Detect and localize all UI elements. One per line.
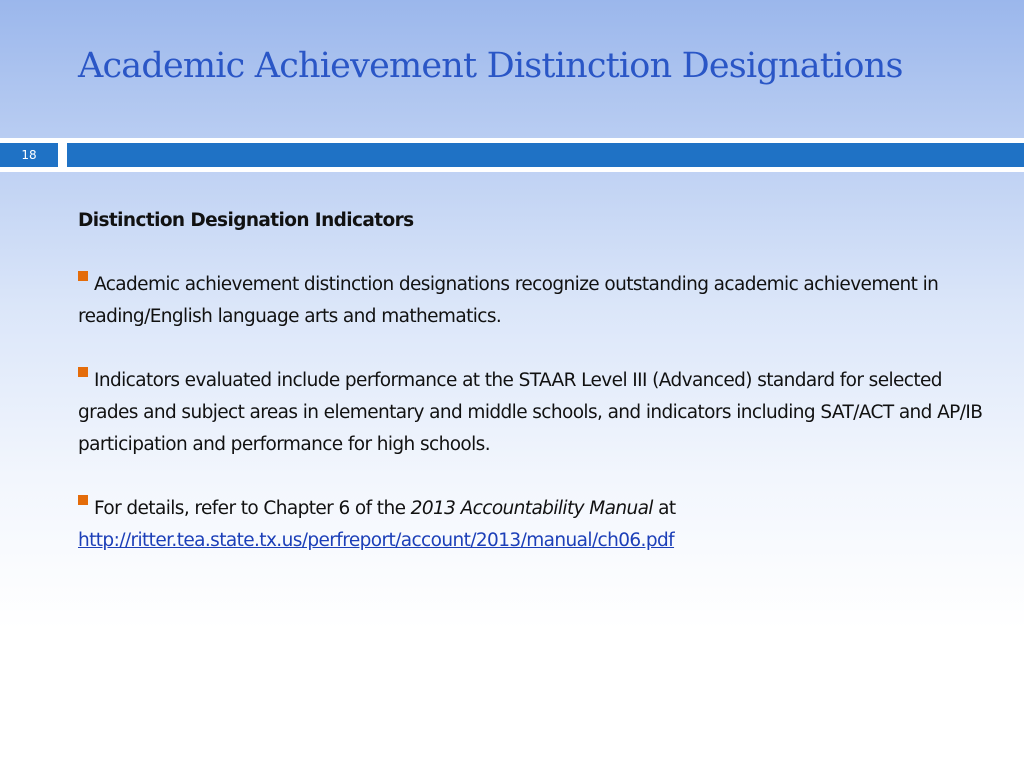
slide-number: 18 (0, 143, 58, 167)
bullet-paragraph-3 (78, 493, 983, 557)
section-heading: Distinction Designation Indicators (78, 210, 414, 231)
header-bar (67, 143, 1024, 167)
bullet-text-1: Academic achievement distinction designations recognize outstanding academic achievement in reading/English language arts and mathematics. (78, 274, 939, 327)
slide-title: Academic Achievement Distinction Designations (78, 46, 903, 86)
square-bullet-icon (78, 367, 88, 377)
square-bullet-icon (78, 495, 88, 505)
square-bullet-icon (78, 271, 88, 281)
bullet-text-2: Indicators evaluated include performance at the STAAR Level III (Advanced) standard for selected grades and subject areas in elementary and middle schools, and indicators including SAT/ACT and AP/IB participation and performance for high schools. (78, 370, 983, 455)
bullet-text-3-prefix: For details, refer to Chapter 6 of the (94, 498, 411, 519)
bullet-text-3-suffix: at (652, 498, 676, 519)
manual-title: 2013 Accountability Manual (410, 498, 653, 519)
bullet-paragraph-1 (78, 269, 983, 333)
bullet-paragraph-2 (78, 365, 983, 461)
manual-link[interactable]: http://ritter.tea.state.tx.us/perfreport/account/2013/manual/ch06.pdf (78, 530, 675, 551)
slide-body (78, 205, 983, 589)
